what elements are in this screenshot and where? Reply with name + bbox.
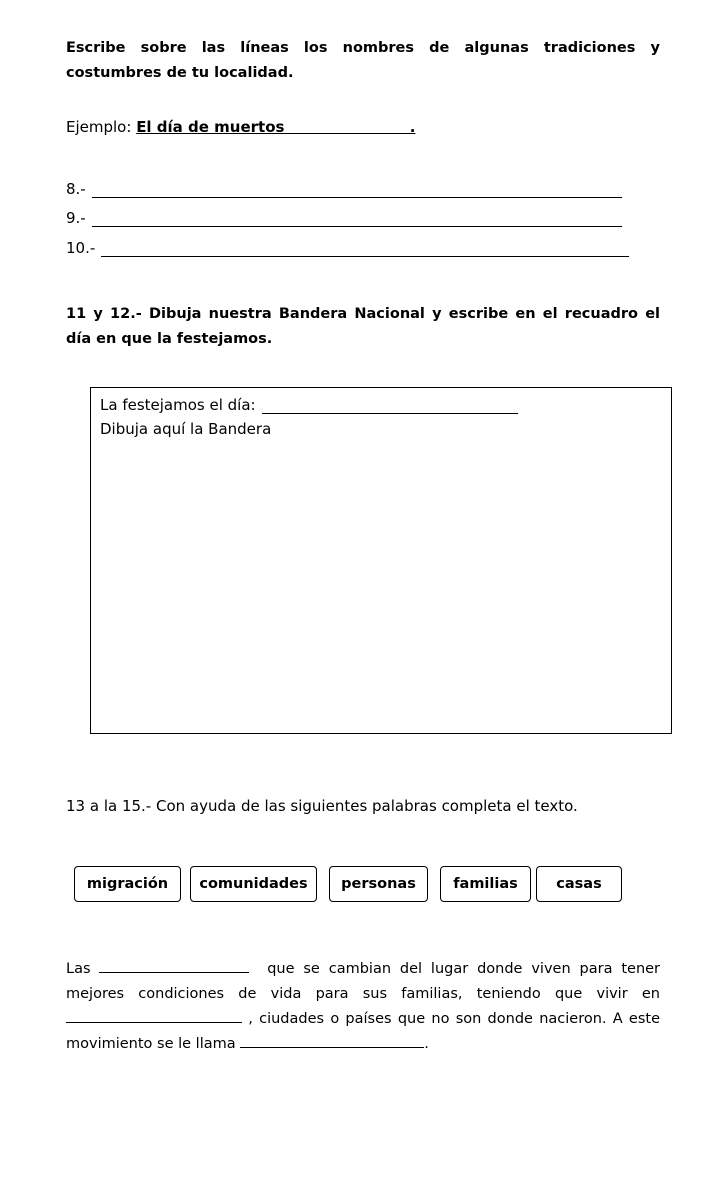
fill-text-end: . bbox=[424, 1036, 429, 1052]
instruction-flag: 11 y 12.- Dibuja nuestra Bandera Nacional y escribe en el recuadro el día en que la festejamos. bbox=[66, 306, 660, 347]
word-box-casas: casas bbox=[536, 866, 622, 902]
flag-drawing-box[interactable] bbox=[90, 387, 672, 734]
date-blank[interactable] bbox=[262, 399, 518, 414]
answer-number: 10.- bbox=[66, 239, 96, 257]
instruction-traditions: Escribe sobre las líneas los nombres de algunas tradiciones y costumbres de tu localidad. bbox=[66, 40, 660, 81]
instruction-complete-text: 13 a la 15.- Con ayuda de las siguientes palabras completa el texto. bbox=[66, 797, 578, 815]
fill-text-part3: , ciudades o países que no son donde nacieron. A este movimiento se le llama bbox=[66, 1011, 661, 1052]
answer-blank-8[interactable] bbox=[92, 183, 622, 198]
fill-text-part1: Las bbox=[66, 961, 91, 977]
answer-line-10 bbox=[66, 239, 629, 257]
word-box-migracion: migración bbox=[74, 866, 181, 902]
date-line bbox=[100, 396, 518, 414]
word-box-familias: familias bbox=[440, 866, 531, 902]
word-box-comunidades: comunidades bbox=[190, 866, 317, 902]
draw-flag-label: Dibuja aquí la Bandera bbox=[100, 420, 272, 438]
example-line bbox=[66, 118, 415, 136]
answer-line-9 bbox=[66, 209, 622, 227]
fill-text-part2: que se cambian del lugar donde viven para tener mejores condiciones de vida para sus familias, teniendo que vivir en bbox=[66, 961, 661, 1002]
fill-in-paragraph bbox=[66, 957, 660, 1057]
date-label: La festejamos el día: bbox=[100, 396, 256, 414]
answer-line-8 bbox=[66, 180, 622, 198]
answer-number: 9.- bbox=[66, 209, 86, 227]
answer-number: 8.- bbox=[66, 180, 86, 198]
example-label: Ejemplo: bbox=[66, 118, 132, 136]
word-box-personas: personas bbox=[329, 866, 428, 902]
fill-blank-3[interactable] bbox=[240, 1033, 424, 1048]
fill-blank-2[interactable] bbox=[66, 1008, 242, 1023]
answer-blank-10[interactable] bbox=[101, 242, 629, 257]
fill-blank-1[interactable] bbox=[99, 958, 249, 973]
example-answer: El día de muertos . bbox=[136, 118, 416, 136]
answer-blank-9[interactable] bbox=[92, 212, 622, 227]
